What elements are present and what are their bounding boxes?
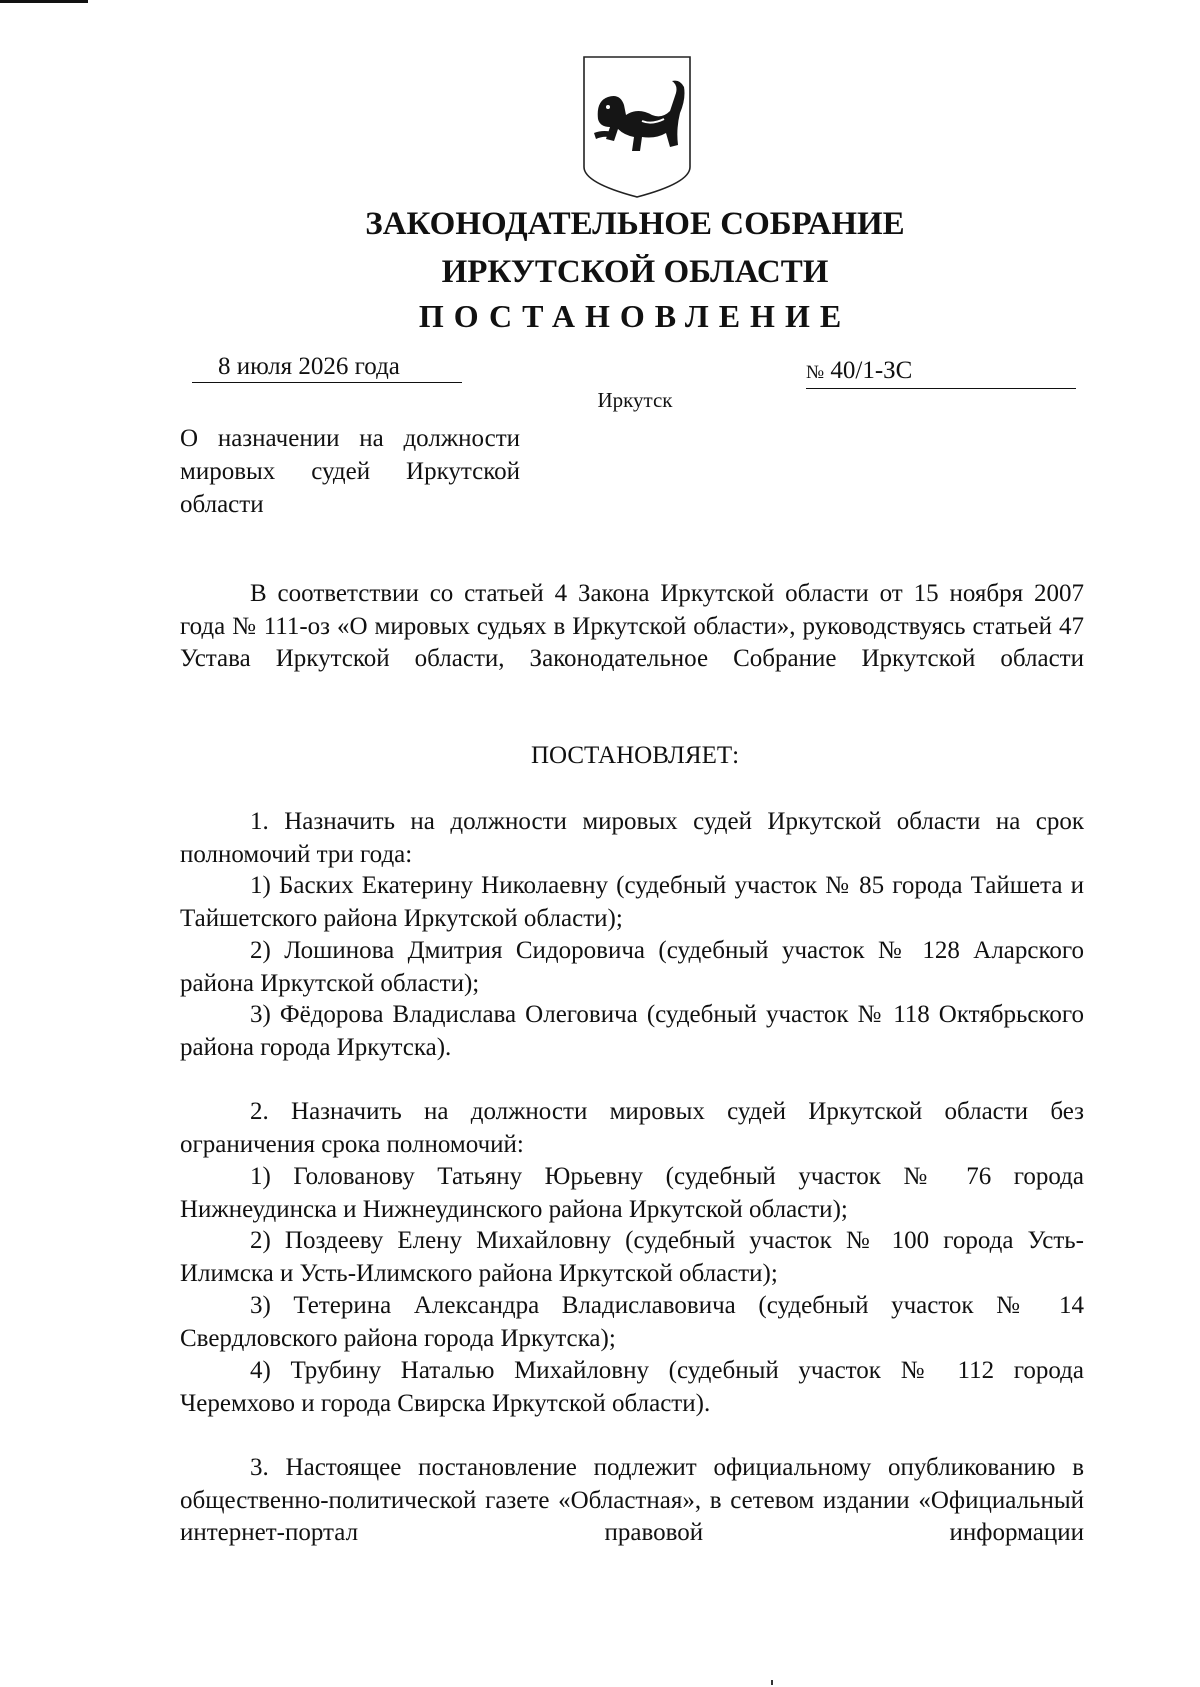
number-sign: № [806,362,825,383]
section1-intro: 1. Назначить на должности мировых судей Иркутской области на срок полномочий три года: [180,808,1084,868]
document-subject: О назначении на должности мировых судей Иркутской области [180,425,520,518]
irkutsk-coat-of-arms-babr-icon [580,55,694,199]
document-number-field [806,356,1076,389]
preamble-paragraph [180,578,1084,676]
preamble-text: В соответствии со статьей 4 Закона Иркутской области от 15 ноября 2007 года № 111-оз «О мировых судьях в Иркутской области», руководствуясь статьей 47 Устава Иркутской области, Законодательное Собрание Иркутской области [180,580,1084,672]
document-type: ПОСТАНОВЛЕНИЕ [418,298,852,334]
section3-paragraph: 3. Настоящее постановление подлежит официальному опубликованию в общественно-политической газете «Областная», в сетевом издании «Официальный интернет-портал правовой информации [180,1454,1084,1546]
scan-speck [771,1680,773,1685]
section1-item-3: 3) Фёдорова Владислава Олеговича (судебный участок № 118 Октябрьского района города Иркутска). [180,1001,1084,1061]
section2-item-1: 1) Голованову Татьяну Юрьевну (судебный участок № 76 города Нижнеудинска и Нижнеудинского района Иркутской области); [180,1163,1084,1223]
resolve-heading: ПОСТАНОВЛЯЕТ: [530,742,740,769]
section1-item-1: 1) Баских Екатерину Николаевну (судебный участок № 85 города Тайшета и Тайшетского района Иркутской области); [180,872,1084,932]
document-date: 8 июля 2026 года [192,352,462,383]
section2-item-3: 3) Тетерина Александра Владиславовича (судебный участок № 14 Свердловского района города Иркутска); [180,1292,1084,1352]
section2-item-4: 4) Трубину Наталью Михайловну (судебный участок № 112 города Черемхово и города Свирска Иркутской области). [180,1357,1084,1417]
document-number: 40/1-ЗС [830,357,913,384]
section1-item-2: 2) Лошинова Дмитрия Сидоровича (судебный участок № 128 Аларского района Иркутской области); [180,937,1084,997]
organization-name-line1: ЗАКОНОДАТЕЛЬНОЕ СОБРАНИЕ [365,206,905,242]
organization-name-line2: ИРКУТСКОЙ ОБЛАСТИ [441,254,829,290]
document-city: Иркутск [597,388,673,412]
scan-corner-mark [0,0,88,3]
section2-item-2: 2) Поздееву Елену Михайловну (судебный участок № 100 города Усть-Илимска и Усть-Илимского района Иркутской области); [180,1227,1084,1287]
section2-intro: 2. Назначить на должности мировых судей Иркутской области без ограничения срока полномочий: [180,1098,1084,1158]
